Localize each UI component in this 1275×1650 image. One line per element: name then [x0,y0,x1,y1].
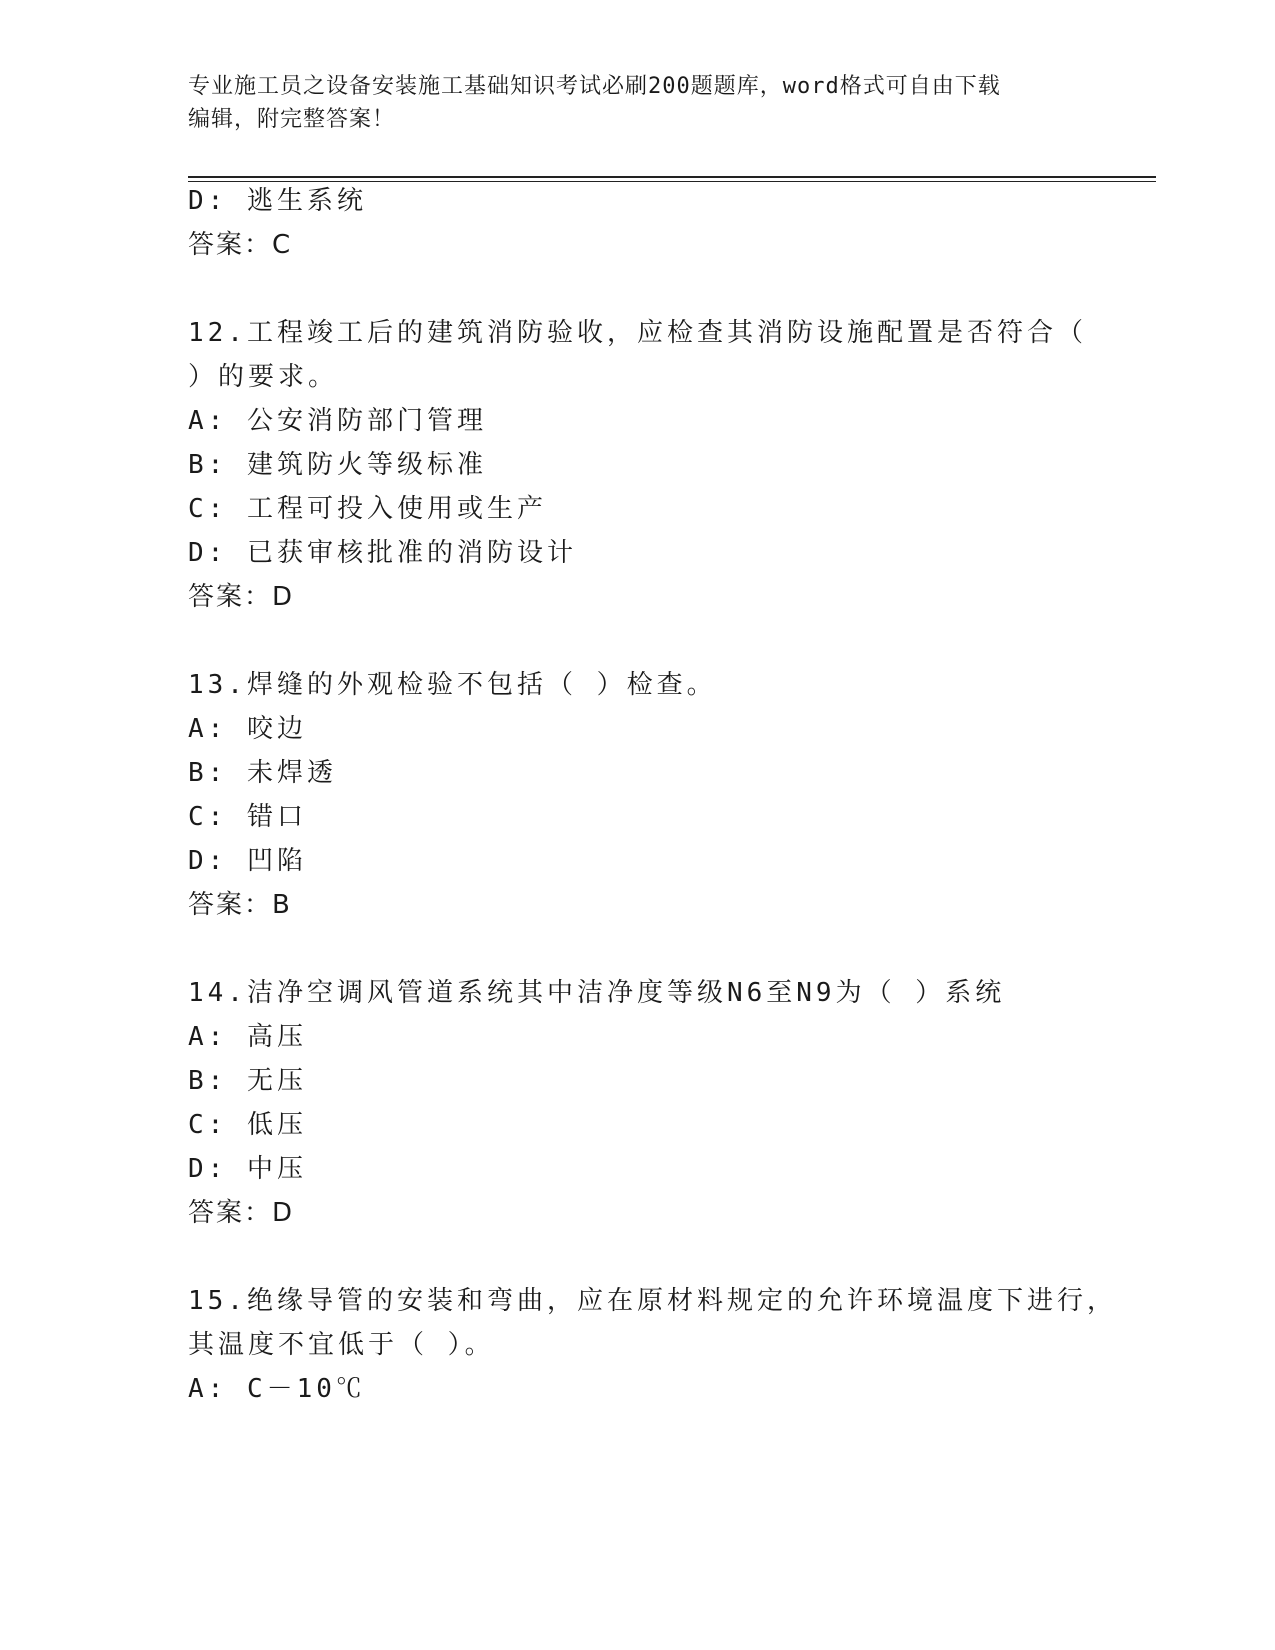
q14-answer: 答案：D [188,1198,295,1228]
q13-stem: 13.焊缝的外观检验不包括（ ）检查。 [188,670,717,700]
q12-stem-line-2: ）的要求。 [188,362,339,392]
header-line-2: 编辑，附完整答案！ [188,107,396,132]
q13-option-b: B: 未焊透 [188,758,337,788]
q13-option-d: D: 凹陷 [188,846,307,876]
q13-option-c: C: 错口 [188,802,307,832]
q15-option-a: A: C－10℃ [188,1374,366,1404]
header-divider [188,176,1156,182]
q14-option-d: D: 中压 [188,1154,307,1184]
q12-option-d: D: 已获审核批准的消防设计 [188,538,577,568]
q14-option-b: B: 无压 [188,1066,307,1096]
q12-answer: 答案：D [188,582,295,612]
q12-option-b: B: 建筑防火等级标准 [188,450,487,480]
q12-option-c: C: 工程可投入使用或生产 [188,494,547,524]
q15-stem-line-1: 15.绝缘导管的安装和弯曲，应在原材料规定的允许环境温度下进行， [188,1286,1117,1316]
document-header [188,70,1088,136]
q14-option-c: C: 低压 [188,1110,307,1140]
q12-option-a: A: 公安消防部门管理 [188,406,487,436]
prev-answer: 答案：C [188,230,293,260]
prev-option-d: D: 逃生系统 [188,186,367,216]
q12-stem-line-1: 12.工程竣工后的建筑消防验收，应检查其消防设施配置是否符合（ [188,318,1087,348]
q14-option-a: A: 高压 [188,1022,307,1052]
q13-option-a: A: 咬边 [188,714,307,744]
q15-stem-line-2: 其温度不宜低于（ ）。 [188,1330,495,1360]
header-line-1: 专业施工员之设备安装施工基础知识考试必刷200题题库，word格式可自由下载 [188,74,1001,99]
q13-answer: 答案：B [188,890,292,920]
q14-stem: 14.洁净空调风管道系统其中洁净度等级N6至N9为（ ）系统 [188,978,1006,1008]
